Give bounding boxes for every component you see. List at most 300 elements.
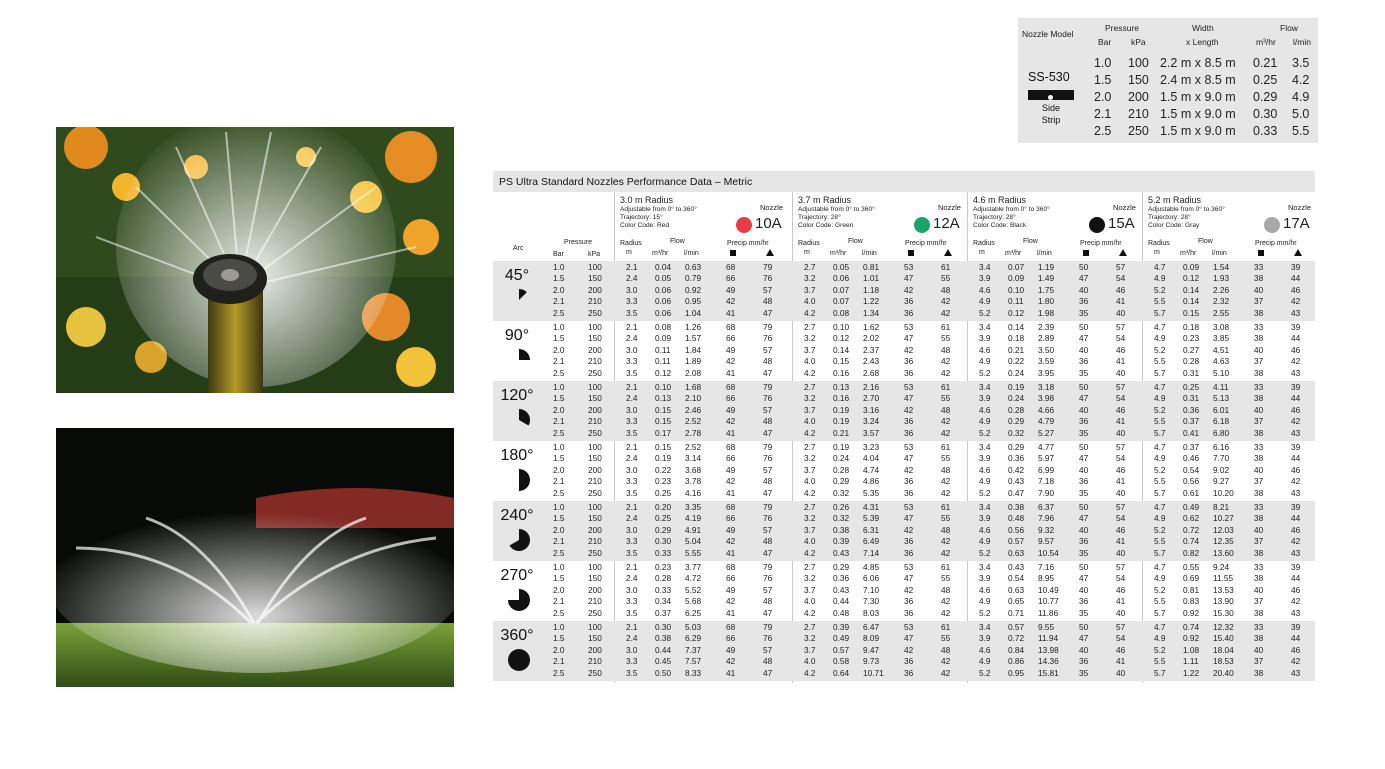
flow-m3-cell: 0.47 (1008, 487, 1025, 498)
precip-triangle-cell: 42 (941, 656, 951, 667)
flow-lmin-cell: 7.10 (863, 584, 880, 595)
precip-triangle-cell: 43 (1291, 367, 1301, 378)
flow-lmin-cell: 3.16 (863, 404, 880, 415)
flow-m3-cell: 0.22 (1008, 356, 1025, 367)
pressure-bar-cell: 2.1 (553, 656, 565, 667)
flow-lmin-cell: 1.22 (863, 296, 880, 307)
nozzle-color-label: Color Code: Green (798, 222, 854, 229)
flow-m3-cell: 0.12 (833, 333, 850, 344)
flow-m3-cell: 0.72 (1008, 633, 1025, 644)
flow-m3-cell: 0.07 (833, 296, 850, 307)
radius-cell: 5.2 (979, 487, 991, 498)
radius-unit-subheader: m (626, 249, 632, 256)
flow-subheader: Flow (1023, 238, 1038, 245)
precip-square-cell: 49 (726, 284, 736, 295)
flow-m3-cell: 0.74 (1183, 536, 1200, 547)
precip-square-cell: 40 (1079, 284, 1089, 295)
flow-lmin-cell: 18.04 (1213, 644, 1234, 655)
nozzle-adjust-label: Adjustable from 0° to 360° (1148, 206, 1225, 213)
radius-cell: 3.4 (979, 562, 991, 572)
flow-m3-cell: 0.17 (655, 427, 672, 438)
flow-m3-cell: 0.42 (1008, 464, 1025, 475)
precip-triangle-cell: 76 (763, 573, 773, 584)
precip-square-cell: 36 (1079, 596, 1089, 607)
precip-square-cell: 42 (904, 524, 914, 535)
arc-header: Arc (513, 245, 524, 252)
precip-triangle-cell: 55 (941, 573, 951, 584)
precip-square-cell: 49 (726, 404, 736, 415)
precip-square-cell: 53 (904, 382, 914, 392)
pressure-kpa-cell: 250 (588, 547, 602, 558)
radius-cell: 3.2 (804, 453, 816, 464)
flow-lmin-cell: 11.94 (1038, 633, 1059, 644)
radius-cell: 4.0 (804, 476, 816, 487)
flow-lmin-cell: 3.50 (1038, 344, 1055, 355)
flow-m3-cell: 0.39 (833, 536, 850, 547)
flow-m3-cell: 0.25 (655, 487, 672, 498)
flow-lmin-cell: 13.98 (1038, 644, 1059, 655)
flow-m3-cell: 0.26 (833, 502, 850, 512)
precip-square-cell: 42 (726, 476, 736, 487)
radius-cell: 4.0 (804, 596, 816, 607)
radius-cell: 3.0 (626, 284, 638, 295)
radius-cell: 4.9 (1154, 513, 1166, 524)
flow-lmin-cell: 3.08 (1213, 322, 1230, 332)
precip-triangle-cell: 48 (941, 404, 951, 415)
flow-lmin-cell: 0.92 (685, 284, 702, 295)
nozzle-code: 10A (755, 215, 782, 232)
nozzle-color-label: Color Code: Gray (1148, 222, 1200, 229)
side-strip-lmin-cell: 3.5 (1292, 56, 1310, 70)
side-strip-bar-cell: 1.0 (1094, 56, 1112, 70)
flow-lmin-cell: 8.95 (1038, 573, 1055, 584)
pressure-kpa-cell: 100 (588, 382, 602, 392)
flow-m3-cell: 0.28 (655, 573, 672, 584)
precip-square-cell: 35 (1079, 307, 1089, 318)
radius-cell: 3.2 (804, 393, 816, 404)
flow-m3-cell: 0.29 (833, 562, 850, 572)
radius-cell: 3.0 (626, 524, 638, 535)
side-strip-kpa-cell: 150 (1128, 73, 1149, 87)
arc-row-group (493, 501, 1315, 561)
flow-m3-cell: 0.13 (655, 393, 672, 404)
nozzle-trajectory-label: Trajectory: 15° (620, 214, 663, 221)
flow-m3-cell: 0.38 (655, 633, 672, 644)
radius-cell: 3.3 (626, 476, 638, 487)
nozzle-radius-label: 5.2 m Radius (1148, 195, 1202, 205)
flow-m3-cell: 0.16 (833, 393, 850, 404)
nozzle-label: Nozzle (938, 203, 961, 212)
precip-triangle-cell: 43 (1291, 307, 1301, 318)
precip-triangle-cell: 54 (1116, 273, 1126, 284)
flow-lmin-cell: 3.18 (1038, 382, 1055, 392)
precip-square-cell: 36 (904, 667, 914, 678)
pressure-bar-cell: 2.1 (553, 356, 565, 367)
radius-cell: 5.2 (1154, 464, 1166, 475)
arc-degree-label: 120° (500, 387, 534, 404)
radius-cell: 3.3 (626, 596, 638, 607)
precip-square-cell: 38 (1254, 547, 1264, 558)
radius-cell: 2.7 (804, 622, 816, 632)
arc-row-group (493, 621, 1315, 681)
flow-m3-subheader: m³/hr (830, 250, 847, 257)
precip-square-cell: 47 (1079, 333, 1089, 344)
flow-lmin-cell: 3.57 (863, 427, 880, 438)
radius-cell: 3.5 (626, 667, 638, 678)
radius-cell: 4.0 (804, 356, 816, 367)
flow-m3-cell: 0.81 (1183, 584, 1200, 595)
nozzle-label: Nozzle (760, 203, 783, 212)
arc-row-group (493, 321, 1315, 381)
precip-square-cell: 42 (726, 536, 736, 547)
precip-square-cell: 37 (1254, 596, 1264, 607)
flow-m3-cell: 0.18 (1183, 322, 1200, 332)
arc-label-cell (493, 327, 541, 381)
flow-lmin-cell: 8.33 (685, 667, 702, 678)
flow-m3-cell: 0.71 (1008, 607, 1025, 618)
flow-lmin-cell: 6.80 (1213, 427, 1230, 438)
flow-m3-cell: 1.11 (1183, 656, 1199, 667)
precip-square-cell: 66 (726, 573, 736, 584)
col-header-width: Width (1192, 23, 1214, 33)
triangle-spacing-icon (944, 249, 952, 256)
flow-m3-cell: 0.14 (1183, 296, 1200, 307)
flow-lmin-cell: 4.63 (1213, 356, 1230, 367)
precip-square-cell: 42 (904, 584, 914, 595)
precip-triangle-cell: 48 (763, 296, 773, 307)
precip-square-cell: 36 (1079, 476, 1089, 487)
precip-triangle-cell: 48 (941, 464, 951, 475)
flow-m3-cell: 0.27 (1183, 344, 1200, 355)
precip-square-cell: 37 (1254, 416, 1264, 427)
flow-m3-cell: 0.63 (1008, 547, 1025, 558)
precip-triangle-cell: 41 (1116, 416, 1126, 427)
flow-m3-cell: 0.86 (1008, 656, 1025, 667)
flow-lmin-cell: 1.34 (863, 307, 880, 318)
precip-triangle-cell: 79 (763, 382, 773, 392)
precip-triangle-cell: 46 (1116, 344, 1126, 355)
radius-subheader: Radius (798, 240, 820, 247)
flow-lmin-cell: 1.75 (1038, 284, 1055, 295)
radius-cell: 5.2 (979, 607, 991, 618)
flow-lmin-cell: 0.95 (685, 296, 702, 307)
radius-cell: 3.4 (979, 442, 991, 452)
precip-triangle-cell: 57 (763, 584, 773, 595)
square-spacing-icon (1258, 250, 1264, 256)
precip-square-cell: 49 (726, 344, 736, 355)
precip-triangle-cell: 42 (941, 476, 951, 487)
arc-label-cell (493, 627, 541, 681)
pressure-bar-cell: 2.5 (553, 367, 565, 378)
radius-cell: 4.9 (1154, 453, 1166, 464)
precip-square-cell: 37 (1254, 476, 1264, 487)
radius-cell: 5.2 (979, 427, 991, 438)
arc-degree-label: 270° (500, 567, 534, 584)
precip-triangle-cell: 55 (941, 513, 951, 524)
precip-triangle-cell: 54 (1116, 393, 1126, 404)
flow-m3-cell: 0.83 (1183, 596, 1200, 607)
flow-m3-cell: 0.14 (1183, 284, 1200, 295)
radius-cell: 5.2 (1154, 644, 1166, 655)
nozzle-color-dot (736, 217, 752, 233)
flow-m3-cell: 0.06 (655, 296, 672, 307)
precip-triangle-cell: 39 (1291, 622, 1301, 632)
precip-triangle-cell: 42 (941, 487, 951, 498)
precip-triangle-cell: 48 (941, 524, 951, 535)
precip-square-cell: 36 (904, 307, 914, 318)
precip-triangle-cell: 76 (763, 393, 773, 404)
precip-triangle-cell: 43 (1291, 487, 1301, 498)
precip-triangle-cell: 41 (1116, 356, 1126, 367)
flow-lmin-subheader: l/min (1212, 250, 1227, 257)
flow-m3-cell: 0.13 (833, 382, 850, 392)
precip-triangle-cell: 61 (941, 622, 951, 632)
flow-lmin-cell: 4.66 (1038, 404, 1055, 415)
pressure-kpa-cell: 150 (588, 513, 602, 524)
pressure-bar-cell: 1.0 (553, 502, 565, 512)
side-strip-kpa-cell: 250 (1128, 124, 1149, 138)
radius-cell: 2.7 (804, 322, 816, 332)
flow-lmin-cell: 3.68 (685, 464, 702, 475)
precip-square-cell: 66 (726, 513, 736, 524)
precip-square-cell: 36 (904, 476, 914, 487)
precip-triangle-cell: 76 (763, 513, 773, 524)
flow-lmin-cell: 1.26 (685, 322, 702, 332)
radius-cell: 2.7 (804, 562, 816, 572)
flow-m3-cell: 0.33 (655, 547, 672, 558)
flow-lmin-cell: 12.32 (1213, 622, 1234, 632)
precip-triangle-cell: 55 (941, 453, 951, 464)
radius-cell: 3.5 (626, 427, 638, 438)
precip-triangle-cell: 42 (941, 536, 951, 547)
side-strip-bar-cell: 2.5 (1094, 124, 1112, 138)
side-strip-size-cell: 1.5 m x 9.0 m (1160, 107, 1236, 121)
radius-cell: 2.4 (626, 633, 638, 644)
flow-m3-cell: 0.43 (833, 547, 850, 558)
precip-triangle-cell: 55 (941, 393, 951, 404)
flow-m3-cell: 0.84 (1008, 644, 1025, 655)
precip-square-cell: 40 (1079, 404, 1089, 415)
precip-triangle-cell: 57 (1116, 322, 1126, 332)
precip-square-cell: 41 (726, 667, 736, 678)
flow-lmin-cell: 5.68 (685, 596, 702, 607)
flow-m3-cell: 0.19 (833, 404, 850, 415)
flow-lmin-cell: 7.90 (1038, 487, 1055, 498)
precip-square-cell: 36 (904, 547, 914, 558)
pressure-kpa-cell: 250 (588, 607, 602, 618)
radius-cell: 2.1 (626, 502, 638, 512)
flow-m3-cell: 1.08 (1183, 644, 1200, 655)
flow-m3-cell: 0.10 (833, 322, 850, 332)
precip-triangle-cell: 42 (941, 427, 951, 438)
flow-m3-cell: 0.11 (655, 356, 671, 367)
pressure-bar-cell: 1.5 (553, 333, 565, 344)
flow-m3-cell: 0.36 (833, 573, 850, 584)
precip-square-cell: 47 (1079, 273, 1089, 284)
flow-lmin-cell: 7.16 (1038, 562, 1055, 572)
nozzle-color-dot (914, 217, 930, 233)
precip-square-cell: 66 (726, 453, 736, 464)
side-strip-size-cell: 2.2 m x 8.5 m (1160, 56, 1236, 70)
radius-cell: 5.7 (1154, 487, 1166, 498)
radius-cell: 3.7 (804, 404, 816, 415)
flow-lmin-cell: 6.47 (863, 622, 880, 632)
radius-cell: 4.9 (979, 536, 991, 547)
precip-square-cell: 47 (904, 573, 914, 584)
flow-lmin-cell: 7.37 (685, 644, 702, 655)
radius-cell: 5.5 (1154, 476, 1166, 487)
pressure-bar-cell: 1.5 (553, 633, 565, 644)
precip-triangle-cell: 42 (941, 416, 951, 427)
precip-square-cell: 53 (904, 442, 914, 452)
triangle-spacing-icon (1294, 249, 1302, 256)
flow-lmin-cell: 2.26 (1213, 284, 1230, 295)
flow-lmin-cell: 2.55 (1213, 307, 1230, 318)
flow-m3-cell: 0.61 (1183, 487, 1200, 498)
flow-lmin-cell: 12.35 (1213, 536, 1234, 547)
flow-lmin-cell: 2.37 (863, 344, 880, 355)
precip-square-cell: 68 (726, 502, 736, 512)
flow-lmin-cell: 3.24 (863, 416, 880, 427)
precip-square-cell: 37 (1254, 296, 1264, 307)
precip-triangle-cell: 61 (941, 442, 951, 452)
flow-lmin-cell: 9.32 (1038, 524, 1055, 535)
side-strip-lmin-cell: 4.2 (1292, 73, 1310, 87)
flow-m3-cell: 0.33 (655, 584, 672, 595)
flow-lmin-cell: 8.09 (863, 633, 880, 644)
pressure-kpa-cell: 210 (588, 416, 602, 427)
flow-lmin-cell: 6.16 (1213, 442, 1230, 452)
flow-lmin-cell: 15.30 (1213, 607, 1234, 618)
flow-lmin-cell: 4.51 (1213, 344, 1230, 355)
arc-label-cell (493, 507, 541, 561)
precip-square-cell: 42 (904, 344, 914, 355)
arc-270-icon (507, 588, 531, 612)
precip-square-cell: 40 (1254, 284, 1264, 295)
radius-cell: 4.7 (1154, 322, 1166, 332)
flow-lmin-cell: 5.04 (685, 536, 702, 547)
precip-triangle-cell: 48 (763, 656, 773, 667)
precip-square-cell: 40 (1254, 464, 1264, 475)
flow-lmin-cell: 15.81 (1038, 667, 1059, 678)
flow-lmin-cell: 10.20 (1213, 487, 1234, 498)
precip-triangle-cell: 40 (1116, 607, 1126, 618)
side-strip-lmin-cell: 4.9 (1292, 90, 1310, 104)
radius-cell: 2.4 (626, 393, 638, 404)
precip-triangle-cell: 47 (763, 547, 773, 558)
flow-lmin-cell: 14.36 (1038, 656, 1059, 667)
flow-m3-cell: 0.64 (833, 667, 850, 678)
radius-cell: 4.7 (1154, 442, 1166, 452)
precip-triangle-cell: 41 (1116, 536, 1126, 547)
precip-triangle-cell: 47 (763, 487, 773, 498)
side-strip-m3-cell: 0.33 (1253, 124, 1278, 138)
precip-square-cell: 68 (726, 262, 736, 272)
precip-triangle-cell: 57 (763, 644, 773, 655)
radius-cell: 2.4 (626, 573, 638, 584)
flow-m3-cell: 0.12 (1183, 273, 1200, 284)
precip-square-cell: 36 (904, 367, 914, 378)
flow-lmin-cell: 1.49 (1038, 273, 1055, 284)
precip-square-cell: 42 (726, 656, 736, 667)
precip-triangle-cell: 39 (1291, 562, 1301, 572)
arc-240-icon (507, 528, 531, 552)
precip-triangle-cell: 42 (941, 356, 951, 367)
precip-square-cell: 38 (1254, 333, 1264, 344)
flow-m3-cell: 0.08 (833, 307, 850, 318)
precip-triangle-cell: 61 (941, 502, 951, 512)
precip-triangle-cell: 41 (1116, 596, 1126, 607)
pressure-bar-cell: 2.0 (553, 644, 565, 655)
pressure-bar-cell: 2.0 (553, 404, 565, 415)
radius-cell: 2.4 (626, 453, 638, 464)
precip-square-cell: 36 (904, 427, 914, 438)
flow-m3-cell: 0.72 (1183, 524, 1200, 535)
arc-degree-label: 180° (500, 447, 534, 464)
flow-m3-cell: 0.32 (1008, 427, 1025, 438)
precip-triangle-cell: 57 (763, 344, 773, 355)
flow-lmin-cell: 15.40 (1213, 633, 1234, 644)
nozzle-radius-label: 3.0 m Radius (620, 195, 674, 205)
precip-triangle-cell: 42 (1291, 536, 1301, 547)
flow-m3-cell: 0.21 (833, 427, 850, 438)
arc-row-group (493, 381, 1315, 441)
radius-cell: 3.7 (804, 644, 816, 655)
flow-m3-cell: 0.37 (1183, 442, 1200, 452)
flow-lmin-cell: 2.02 (863, 333, 880, 344)
flow-m3-cell: 0.32 (833, 513, 850, 524)
precip-triangle-cell: 48 (763, 416, 773, 427)
precip-square-cell: 40 (1079, 524, 1089, 535)
precip-triangle-cell: 42 (1291, 296, 1301, 307)
radius-cell: 2.4 (626, 273, 638, 284)
radius-subheader: Radius (620, 240, 642, 247)
precip-triangle-cell: 43 (1291, 667, 1301, 678)
flow-m3-cell: 0.39 (833, 622, 850, 632)
side-strip-nozzle-icon (1028, 90, 1074, 100)
pressure-bar-cell: 1.5 (553, 513, 565, 524)
pressure-bar-cell: 2.1 (553, 596, 565, 607)
side-strip-m3-cell: 0.30 (1253, 107, 1278, 121)
flow-lmin-cell: 4.91 (685, 524, 702, 535)
precip-triangle-cell: 48 (941, 284, 951, 295)
precip-triangle-cell: 61 (941, 322, 951, 332)
radius-cell: 4.9 (1154, 333, 1166, 344)
nozzle-adjust-label: Adjustable from 0° to 360° (798, 206, 875, 213)
precip-square-cell: 66 (726, 273, 736, 284)
precip-square-cell: 41 (726, 367, 736, 378)
flow-lmin-cell: 1.04 (685, 307, 702, 318)
precip-triangle-cell: 46 (1291, 464, 1301, 475)
precip-square-cell: 42 (726, 416, 736, 427)
flow-lmin-cell: 5.13 (1213, 393, 1230, 404)
radius-cell: 2.1 (626, 622, 638, 632)
pressure-kpa-cell: 210 (588, 476, 602, 487)
precip-triangle-cell: 40 (1116, 367, 1126, 378)
pressure-kpa-cell: 100 (588, 262, 602, 272)
arc-degree-label: 45° (504, 267, 530, 284)
precip-square-cell: 38 (1254, 573, 1264, 584)
flow-lmin-cell: 4.04 (863, 453, 880, 464)
radius-cell: 4.6 (979, 284, 991, 295)
radius-cell: 4.7 (1154, 262, 1166, 272)
flow-m3-cell: 0.48 (1008, 513, 1025, 524)
radius-cell: 4.0 (804, 536, 816, 547)
precip-square-cell: 38 (1254, 273, 1264, 284)
precip-triangle-cell: 39 (1291, 442, 1301, 452)
precip-triangle-cell: 40 (1116, 667, 1126, 678)
radius-cell: 3.5 (626, 547, 638, 558)
